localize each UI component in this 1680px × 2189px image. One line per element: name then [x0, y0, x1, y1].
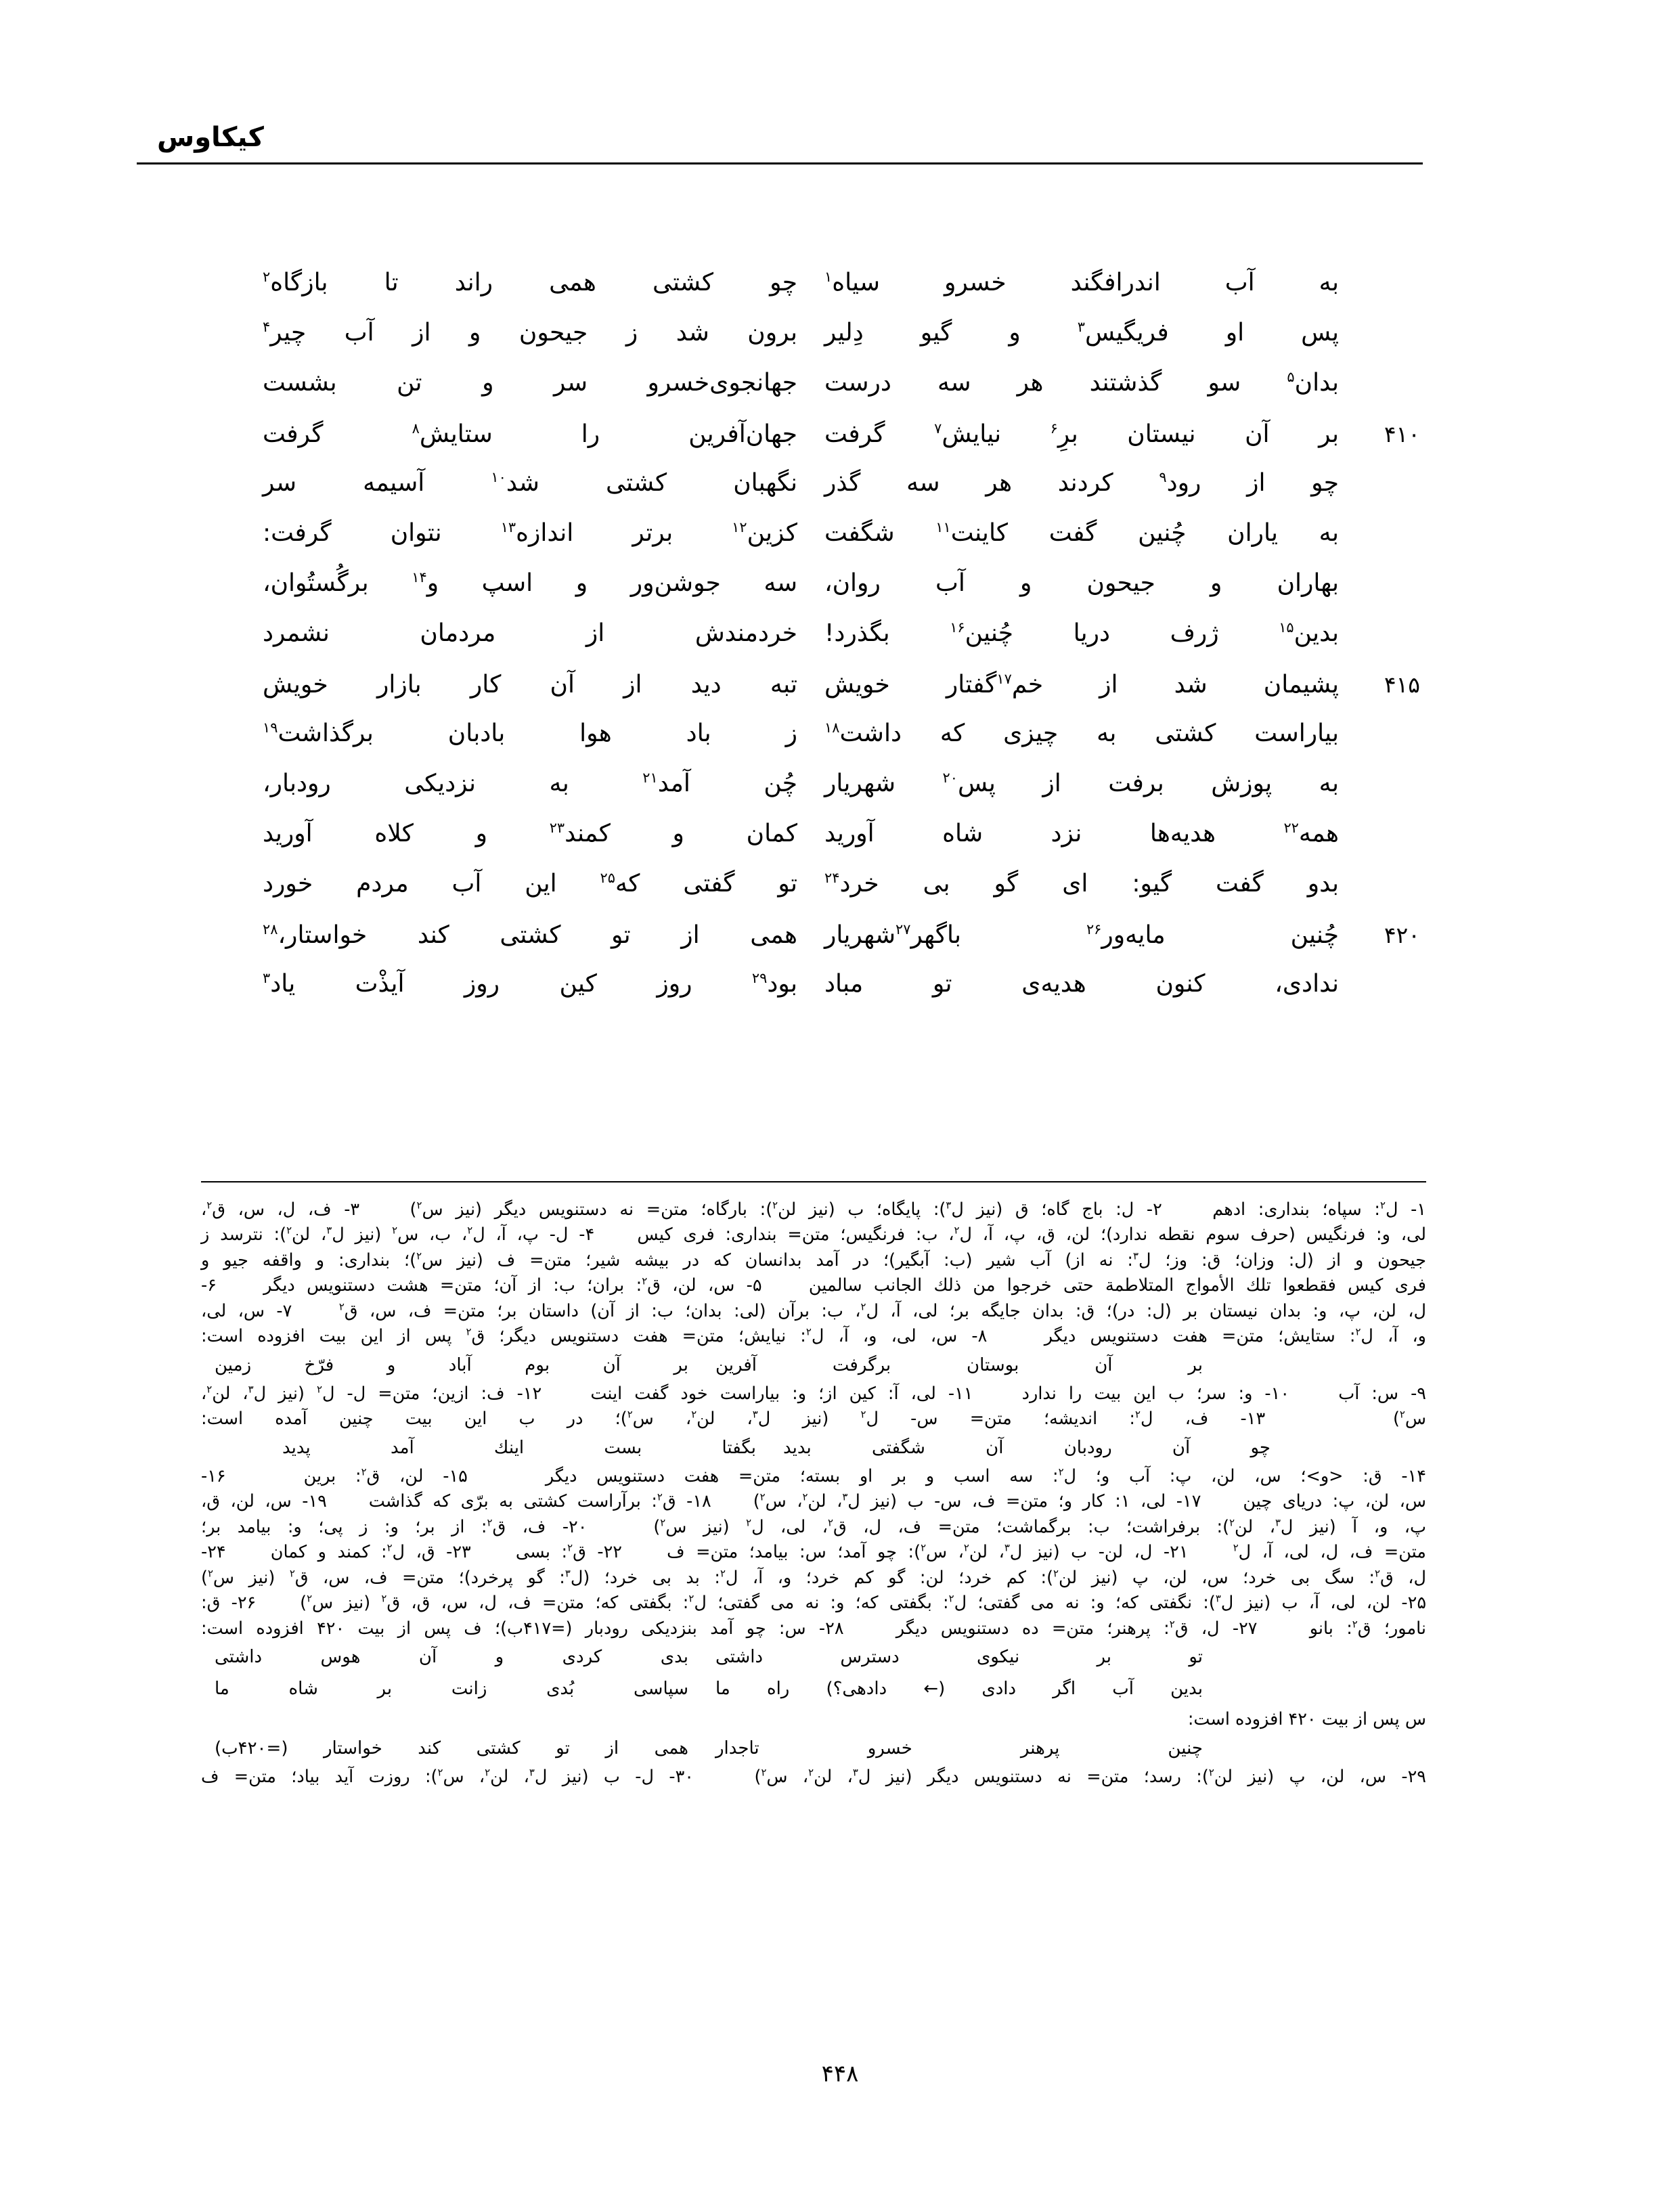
apparatus-hemistich-second: بدی کردی و آن هوس داشتی	[215, 1647, 688, 1668]
hemistich-second: تبه دید از آن کار بازار خویش	[263, 671, 797, 699]
verse-line	[204, 421, 1423, 471]
hemistich-first: بدان$^۵$ سو گذشتند هر سه درست	[824, 369, 1339, 397]
verse-line	[204, 972, 1423, 1022]
hemistich-second: کمان و کمند$^{۲۳}$ و کلاه آورید	[263, 820, 797, 847]
apparatus-line: ۹- س: آب ۱۰- و: سر؛ ب این بیت را ندارد ۱۱- لی، آ: کین از؛ و: بیاراست خود گفت اینت ۱۲- ف: ازین؛ متن= ل- ل$^۲$ (نیز ل$^۳$، لن$^۲$،	[201, 1383, 1426, 1404]
verse-number: ۴۱۵	[1384, 671, 1420, 698]
apparatus-verse	[201, 1350, 1426, 1381]
apparatus-line: نامور؛ ق$^۲$: بانو ۲۷- ل، ق$^۲$: پرهنر؛ متن= ده دستنویس دیگر ۲۸- س: چو آمد بنزدیکی رودبار (=۴۱۷ب)؛ ف پس از بیت ۴۲۰ افزوده است:	[201, 1618, 1426, 1639]
critical-apparatus	[201, 1181, 1426, 1790]
apparatus-note: س پس از بیت ۴۲۰ افزوده است:	[1187, 1709, 1426, 1730]
hemistich-first: پشیمان شد از خم$^{۱۷}$گفتار خویش	[824, 671, 1339, 699]
hemistich-first: همه$^{۲۲}$ هدیه‌ها نزد شاه آورید	[824, 820, 1339, 847]
hemistich-second: چو کشتی همی راند تا بازگاه$^۲$	[263, 269, 797, 296]
apparatus-line: س، لن، پ: دریای چین ۱۷- لی، ۱: کار و؛ متن= ف، س- ب (نیز ل$^۳$، لن$^۲$، س$^۲$) ۱۸- ق$^۲$: برآراست کشتی به برّی که گذاشت ۱۹- س، لن، ق،	[201, 1491, 1427, 1512]
page-number: ۴۴۸	[821, 2060, 859, 2087]
verse-line	[204, 822, 1423, 872]
verse-number: ۴۱۰	[1384, 421, 1420, 447]
apparatus-hemistich-first: بر آن بوستان برگرفت آفرین	[715, 1354, 1203, 1375]
hemistich-first: بدو گفت گیو: ای گو بی خرد$^{۲۴}$	[824, 870, 1339, 898]
hemistich-second: نگهبان کشتی شد$^{۱۰}$ آسیمه سر	[263, 469, 797, 497]
hemistich-first: ندادی، کنون هدیه‌ی تو مباد	[824, 970, 1339, 998]
apparatus-line: ۲۵- لن، لی، آ، ب (نیز ل$^۳$): نگفتی که؛ و: نه می گفتی؛ ل$^۲$: بگفتی که؛ و: نه می گفتی؛ ل$^۲$: بگفتی که؛ متن= ف، ل، س، ق، ق$^۲$ (نیز س$^۲$) ۲۶- ق:	[201, 1593, 1427, 1614]
verse-line	[204, 571, 1423, 621]
verse-line	[204, 621, 1423, 671]
verse-line	[204, 772, 1423, 822]
hemistich-second: ز باد هوا بادبان برگذاشت$^{۱۹}$	[263, 720, 797, 747]
apparatus-line: ل، لن، پ، و: بدان نیستان بر (ل: در)؛ ق: بدان جایگه بر؛ لی، آ، ل$^۲$، ب: برآن (لی: بدان؛ ب: از آن) داستان بر؛ متن= ف، س، ق$^۲$ ۷- س، لی،	[201, 1300, 1426, 1321]
hemistich-first: به پوزش برفت از پس$^{۲۰}$ شهریار	[824, 770, 1340, 797]
apparatus-hemistich-second: بگفتا بست اینك آمد پدید	[282, 1437, 756, 1458]
hemistich-first: بیاراست کشتی به چیزی که داشت$^{۱۸}$	[824, 720, 1339, 747]
page-header	[137, 122, 1423, 164]
hemistich-second: همی از تو کشتی کند خواستار،$^{۲۸}$	[263, 921, 797, 949]
apparatus-verse	[201, 1432, 1426, 1464]
hemistich-first: بهاران و جیحون و آب روان،	[824, 569, 1339, 597]
apparatus-line: فری کیس فقطعوا تلك الأمواج المتلاطمة حتی خرجوا من ذلك الجانب سالمین ۵- س، لن، ق$^۲$: بران؛ ب: از آن؛ متن= هشت دستنویس دیگر ۶-	[201, 1275, 1426, 1296]
hemistich-first: بر آن نیستان برِ$^۶$ نیایش$^۷$ گرفت	[824, 420, 1339, 448]
hemistich-second: سه جوشن‌ور و اسپ و$^{۱۴}$ برگُستُوان،	[263, 569, 797, 597]
apparatus-line: و، آ، ل$^۲$: ستایش؛ متن= هفت دستنویس دیگر ۸- س، لی، و، آ، ل$^۲$: نیایش؛ متن= هفت دستنویس دیگر؛ ق$^۲$ پس از این بیت افزوده است:	[201, 1326, 1426, 1347]
verse-line	[204, 371, 1423, 421]
verse-line	[204, 471, 1423, 521]
apparatus-line: ۲۹- س، لن، پ (نیز لن$^۲$): رسد؛ متن= نه دستنویس دیگر (نیز ل$^۳$، لن$^۲$، س$^۲$) ۳۰- ل- ب (نیز ل$^۳$، لن$^۲$، س$^۲$): روزت آید بیاد؛ متن= ف	[201, 1766, 1426, 1787]
apparatus-verse	[201, 1733, 1426, 1765]
apparatus-line: س$^۲$) ۱۳- ف، ل$^۲$: اندیشه؛ متن= س- ل$^۲$ (نیز ل$^۳$، لن$^۲$، س$^۲$)؛ در ب این بیت چنین آمده است:	[201, 1409, 1427, 1430]
hemistich-first: چُنین مایه‌ور$^{۲۶}$ باگهر$^{۲۷}$شهریار	[824, 921, 1340, 949]
verse-line	[204, 922, 1423, 972]
apparatus-line: پ، و، آ (نیز ل$^۳$، لن$^۲$): برفراشت؛ ب: برگماشت؛ متن= ف، ل، ق$^۲$، لی، ل$^۲$ (نیز س$^۲$) ۲۰- ف، ق$^۲$: از بر؛ و: ز پی؛ و: بیامد بر؛	[201, 1516, 1426, 1537]
apparatus-hemistich-second: سپاسی بُدی زانت بر شاه ما	[215, 1679, 688, 1700]
apparatus-hemistich-second: همی از تو کشتی کند خواستار (=۴۲۰ب)	[215, 1738, 688, 1759]
hemistich-first: چو از رود$^۹$ کردند هر سه گذر	[824, 469, 1339, 497]
hemistich-first: بدین$^{۱۵}$ ژرف دریا چُنین$^{۱۶}$ بگذرد!	[824, 619, 1339, 647]
apparatus-hemistich-first: چو آن رودبان آن شگفتی بدید	[783, 1437, 1270, 1458]
hemistich-first: به آب اندرافگند خسرو سیاه$^۱$	[824, 269, 1339, 296]
verse-line	[204, 321, 1423, 371]
hemistich-second: جهانجوی‌خسرو سر و تن بشست	[263, 369, 797, 397]
apparatus-line: متن= ف، ل، لی، آ، ل$^۲$ ۲۱- ل، لن- ب (نیز ل$^۳$، لن$^۲$، س$^۲$): چو آمد؛ س: بیامد؛ متن= ف ۲۲- ق$^۲$: بسی ۲۳- ق، ل$^۲$: کمند و کمان ۲۴-	[201, 1542, 1426, 1563]
apparatus-line: ۱- ل$^۲$: سپاه؛ بنداری: ادهم ۲- ل: باج گاه؛ ق (نیز ل$^۳$): پایگاه؛ ب (نیز لن$^۲$): بارگاه؛ متن= نه دستنویس دیگر (نیز س$^۲$) ۳- ف، ل، س، ق$^۲$،	[201, 1199, 1426, 1220]
hemistich-second: کزین$^{۱۲}$ برتر اندازه$^{۱۳}$ نتوان گرفت:	[263, 519, 797, 547]
verse-line	[204, 521, 1423, 571]
verse-line	[204, 722, 1423, 772]
apparatus-hemistich-first: بدین آب اگر دادی (← دادهی؟) راه ما	[715, 1679, 1203, 1700]
apparatus-hemistich-first: چنین پرهنر خسرو تاجدار	[715, 1738, 1203, 1759]
apparatus-line: ل، ق$^۲$: سگ بی خرد؛ س، لن، پ (نیز لن$^۲$): کم خرد؛ لن: گو کم خرد؛ و، آ، ل$^۲$: بد بی خرد؛ (ل$^۳$: گو پرخرد)؛ متن= ف، س، ق$^۲$ (نیز س$^۲$)	[201, 1567, 1426, 1588]
hemistich-second: برون شد ز جیحون و از آب چیر$^۴$	[263, 319, 797, 347]
verse-number: ۴۲۰	[1384, 922, 1420, 948]
hemistich-second: خردمندش از مردمان نشمرد	[263, 619, 797, 647]
verse-line	[204, 271, 1423, 321]
hemistich-second: بود$^{۲۹}$ روز کین روز آیذْت یاد$^۳$	[263, 970, 797, 998]
hemistich-second: تو گفتی که$^{۲۵}$ این آب مردم خورد	[263, 870, 798, 898]
header-divider	[137, 162, 1423, 164]
apparatus-hemistich-first: تو بر نیکوی دسترس داشتی	[715, 1647, 1203, 1668]
apparatus-line: ۱۴- ق: <و>؛ س، لن، پ: آب و؛ ل$^۲$: سه اسب و بر او بسته؛ متن= هفت دستنویس دیگر ۱۵- لن، ق$^۲$: برین ۱۶-	[201, 1465, 1427, 1486]
hemistich-first: به یاران چُنین گفت کاینت$^{۱۱}$ شگفت	[824, 519, 1339, 547]
verse-block	[204, 271, 1423, 1022]
verse-line	[204, 671, 1423, 722]
apparatus-verse	[201, 1641, 1426, 1673]
apparatus-line: لی، و: فرنگیس (حرف سوم نقطه ندارد)؛ لن، ق، پ، آ، ل$^۲$، ب: فرنگیس؛ متن= بنداری: فری کیس ۴- ل- پ، آ، ل$^۲$، ب، س$^۲$ (نیز ل$^۳$، لن$^۲$): نترسد ز	[201, 1224, 1426, 1245]
apparatus-verse	[201, 1673, 1426, 1705]
apparatus-line: جیحون و از (ل: وزان؛ ق: وز؛ ل$^۳$: نه از) آب شیر (ب: آبگیر)؛ در آمد بدانسان که در بیشه شیر؛ متن= ف (نیز س$^۲$)؛ بنداری: و واقفه جیو و	[201, 1250, 1426, 1270]
running-title: کیکاوس	[157, 122, 264, 153]
hemistich-first: پس او فریگیس$^۳$ و گیو دِلیر	[824, 319, 1339, 347]
verse-line	[204, 872, 1423, 922]
hemistich-second: چُن آمد$^{۲۱}$ به نزدیکی رودبار،	[263, 770, 797, 797]
apparatus-hemistich-second: بر آن بوم آباد و فرّخ زمین	[215, 1354, 688, 1375]
hemistich-second: جهان‌آفرین را ستایش$^۸$ گرفت	[263, 420, 797, 448]
